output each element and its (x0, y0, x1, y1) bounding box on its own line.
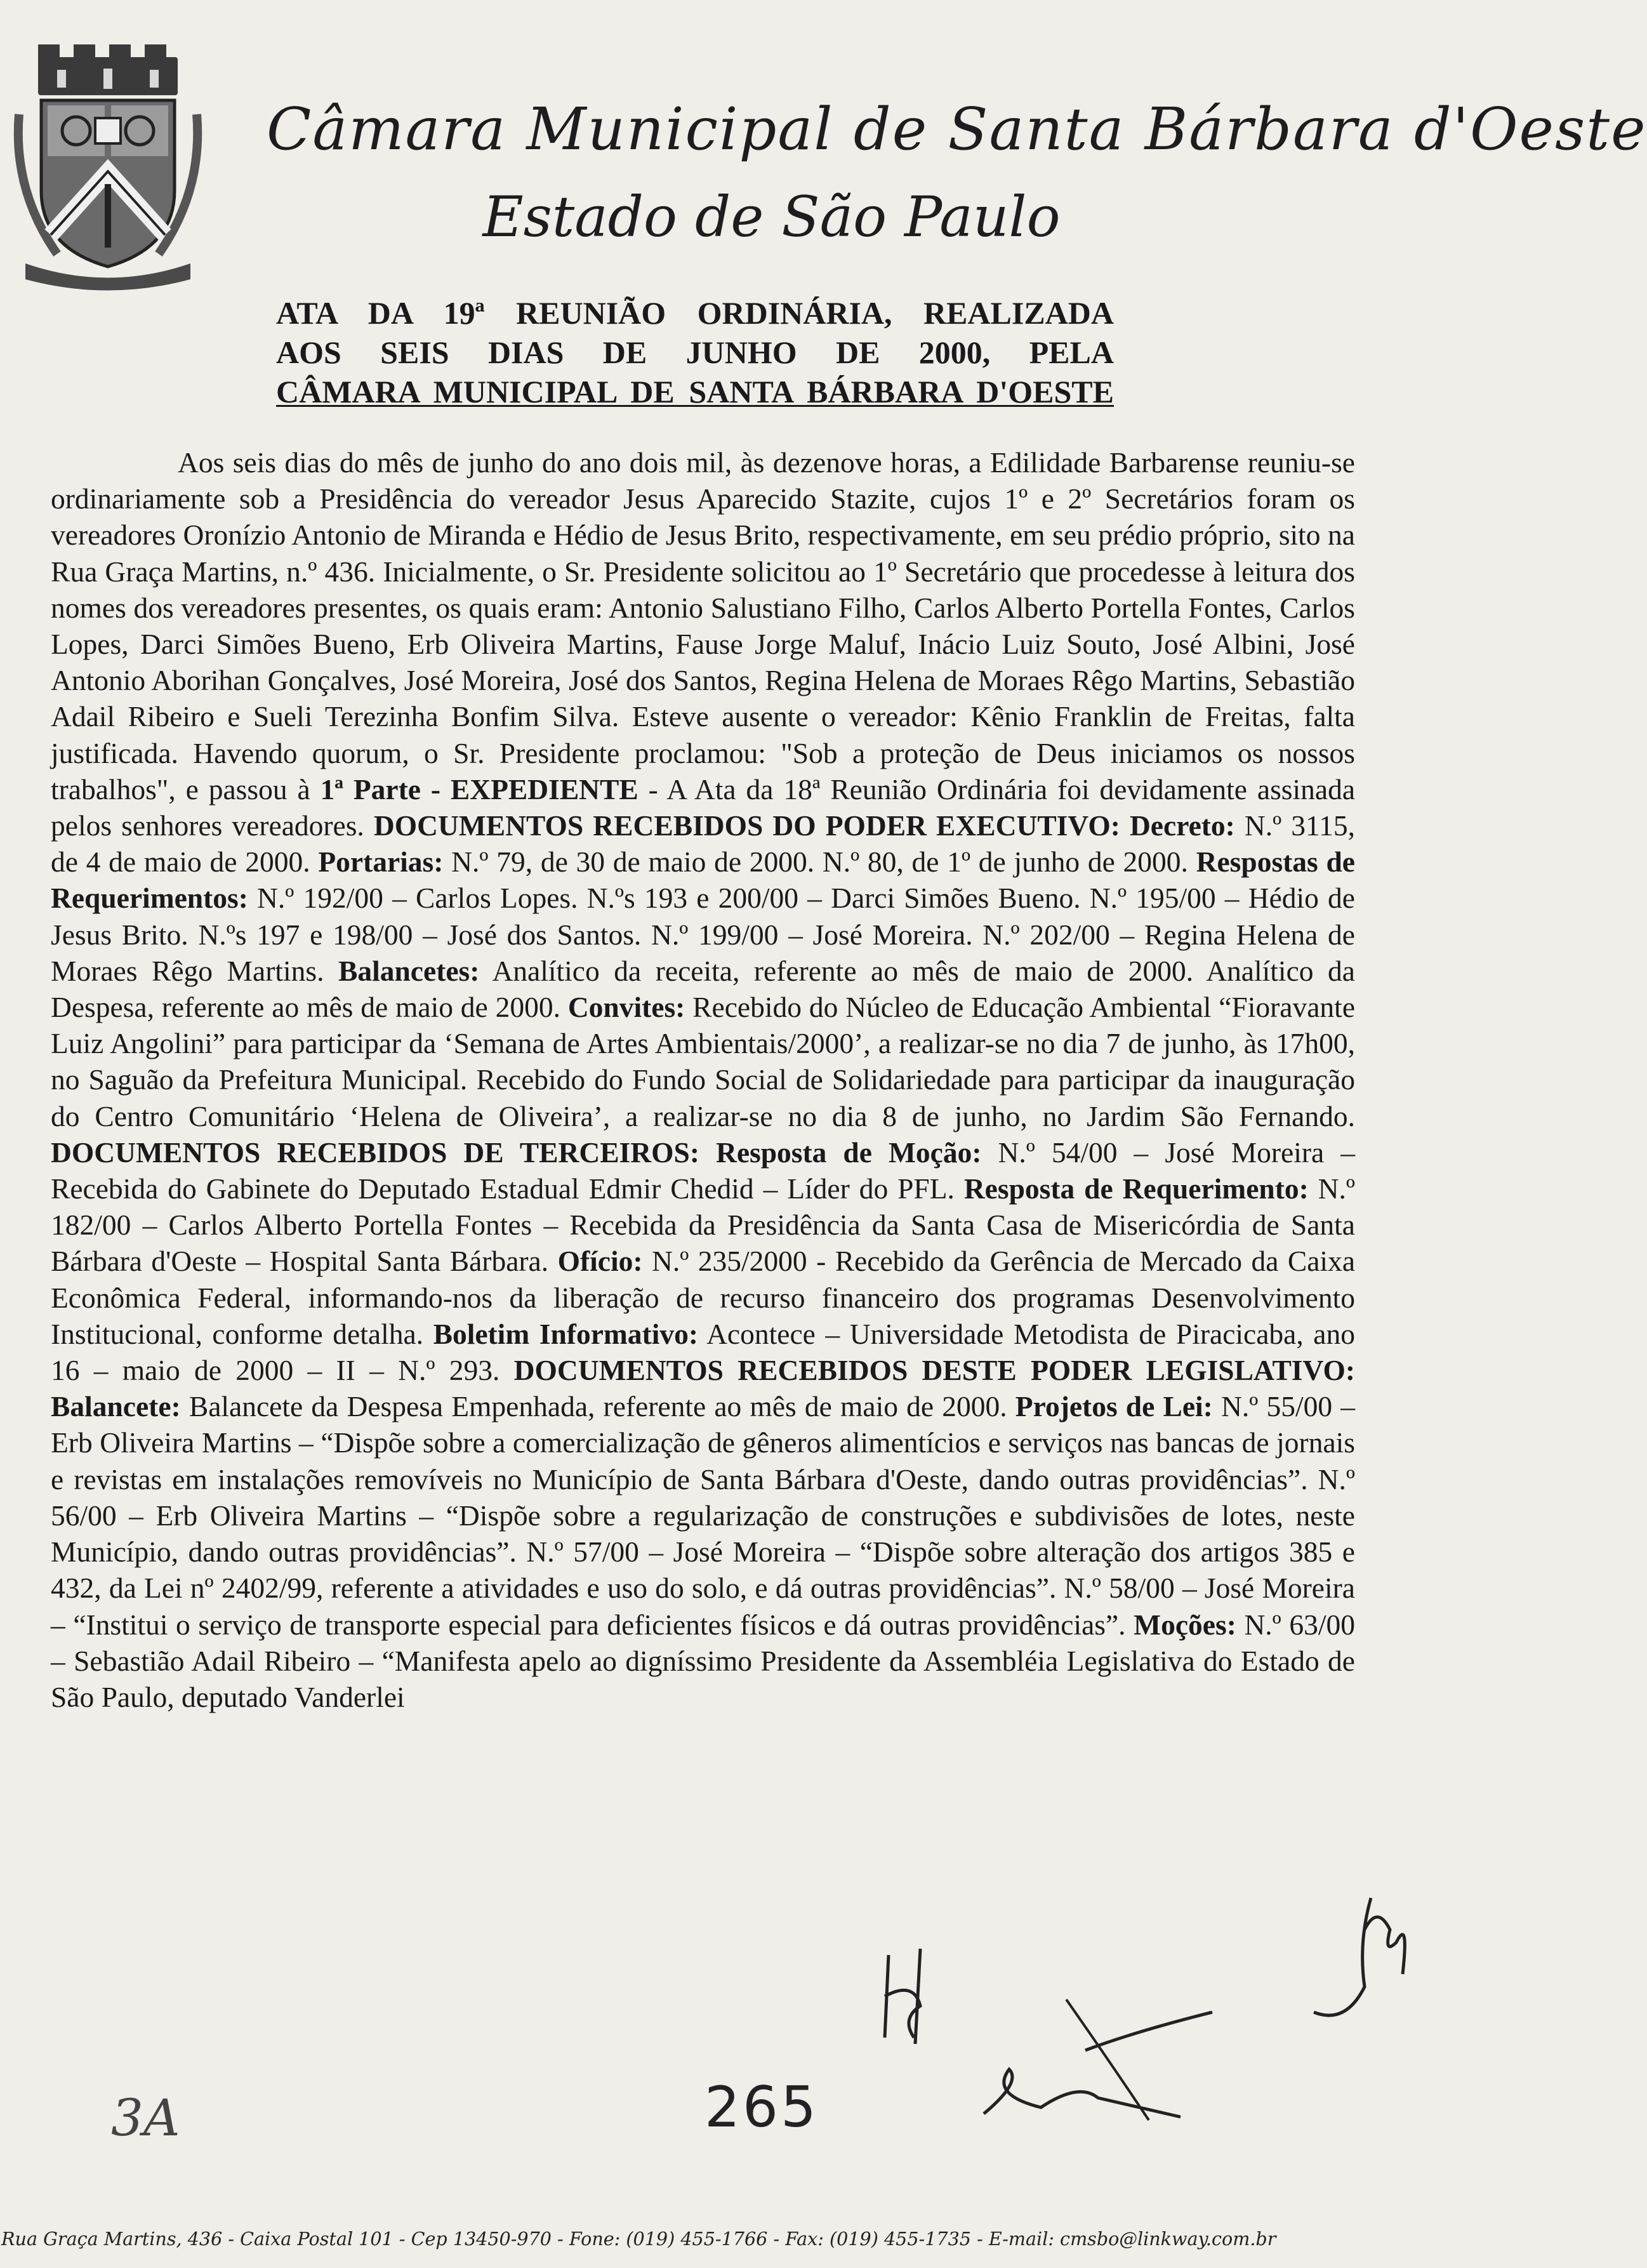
minutes-title (276, 293, 1114, 411)
signature-initials-icon (876, 1942, 952, 2050)
municipal-coat-of-arms-icon (13, 44, 203, 286)
minutes-paragraph: Aos seis dias do mês de junho do ano dois mil, às dezenove horas, a Edilidade Barbarense reuniu-se ordinariamente sob a Presidência do vereador Jesus Aparecido Stazite, cujos 1º e 2º Secretários foram os vereadores Oronízio Antonio de Miranda e Hédio de Jesus Brito, respectivamente, em seu prédio próprio, sito na Rua Graça Martins, n.º 436. Inicialmente, o Sr. Presidente solicitou ao 1º Secretário que procedesse à leitura dos nomes dos vereadores presentes, os quais eram: Antonio Salustiano Filho, Carlos Alberto Portella Fontes, Carlos Lopes, Darci Simões Bueno, Erb Oliveira Martins, Fause Jorge Maluf, Inácio Luiz Souto, José Albini, José Antonio Aborihan Gonçalves, José Moreira, José dos Santos, Regina Helena de Moraes Rêgo Martins, Sebastião Adail Ribeiro e Sueli Terezinha Bonfim Silva. Esteve ausente o vereador: Kênio Franklin de Freitas, falta justificada. Havendo quorum, o Sr. Presidente proclamou: "Sob a proteção de Deus iniciamos os nossos trabalhos", e passou à 1ª Parte - EXPEDIENTE - A Ata da 18ª Reunião Ordinária foi devidamente assinada pelos senhores vereadores. DOCUMENTOS RECEBIDOS DO PODER EXECUTIVO: Decreto: N.º 3115, de 4 de maio de 2000. Portarias: N.º 79, de 30 de maio de 2000. N.º 80, de 1º de junho de 2000. Respostas de Requerimentos: N.º 192/00 – Carlos Lopes. N.ºs 193 e 200/00 – Darci Simões Bueno. N.º 195/00 – Hédio de Jesus Brito. N.ºs 197 e 198/00 – José dos Santos. N.º 199/00 – José Moreira. N.º 202/00 – Regina Helena de Moraes Rêgo Martins. Balancetes: Analítico da receita, referente ao mês de maio de 2000. Analítico da Despesa, referente ao mês de maio de 2000. Convites: Recebido do Núcleo de Educação Ambiental “Fioravante Luiz Angolini” para participar da ‘Semana de Artes Ambientais/2000’, a realizar-se no dia 7 de junho, às 17h00, no Saguão da Prefeitura Municipal. Recebido do Fundo Social de Solidariedade para participar da inauguração do Centro Comunitário ‘Helena de Oliveira’, a realizar-se no dia 8 de junho, no Jardim São Fernando. DOCUMENTOS RECEBIDOS DE TERCEIROS: Resposta de Moção: N.º 54/00 – José Moreira – Recebida do Gabinete do Deputado Estadual Edmir Chedid – Líder do PFL. Resposta de Requerimento: N.º 182/00 – Carlos Alberto Portella Fontes – Recebida da Presidência da Santa Casa de Misericórdia de Santa Bárbara d'Oeste – Hospital Santa Bárbara. Ofício: N.º 235/2000 - Recebido da Gerência de Mercado da Caixa Econômica Federal, informando-nos da liberação de recurso financeiro dos programas Desenvolvimento Institucional, conforme detalha. Boletim Informativo: Acontece – Universidade Metodista de Piracicaba, ano 16 – maio de 2000 – II – N.º 293. DOCUMENTOS RECEBIDOS DESTE PODER LEGISLATIVO: Balancete: Balancete da Despesa Empenhada, referente ao mês de maio de 2000. Projetos de Lei: N.º 55/00 – Erb Oliveira Martins – “Dispõe sobre a comercialização de gêneros alimentícios e serviços nas bancas de jornais e revistas em instalações removíveis no Município de Santa Bárbara d'Oeste, dando outras providências”. N.º 56/00 – Erb Oliveira Martins – “Dispõe sobre a regularização de construções e subdivisões de lotes, neste Município, dando outras providências”. N.º 57/00 – José Moreira – “Dispõe sobre alteração dos artigos 385 e 432, da Lei nº 2402/99, referente a atividades e uso do solo, e dá outras providências”. N.º 58/00 – José Moreira – “Institui o serviço de transporte especial para deficientes físicos e dá outras providências”. Moções: N.º 63/00 – Sebastião Adail Ribeiro – “Manifesta apelo ao digníssimo Presidente da Assembléia Legislativa do Estado de São Paulo, deputado Vanderlei (51, 446, 1356, 1713)
signature-scrawl-icon (971, 1987, 1238, 2139)
title-line-2: AOS SEIS DIAS DE JUNHO DE 2000, PELA (276, 335, 1114, 370)
footer-address: Rua Graça Martins, 436 - Caixa Postal 101 - Cep 13450-970 - Fone: (019) 455-1766 - Fax: (019) 455-1735 - E-mail: cmsbo@linkway.com.br (1, 2228, 1276, 2250)
margin-handwritten-note: 3A (111, 2088, 180, 2147)
page-number: 265 (704, 2074, 819, 2140)
state-name-heading: Estado de São Paulo (482, 184, 1061, 249)
title-line-3: CÂMARA MUNICIPAL DE SANTA BÁRBARA D'OESTE (276, 374, 1114, 409)
chamber-name-heading: Câmara Municipal de Santa Bárbara d'Oeste (267, 95, 1647, 163)
minutes-body (51, 444, 1355, 1715)
signature-right-icon (1301, 1892, 1428, 2031)
title-line-1: ATA DA 19ª REUNIÃO ORDINÁRIA, REALIZADA (276, 295, 1114, 331)
